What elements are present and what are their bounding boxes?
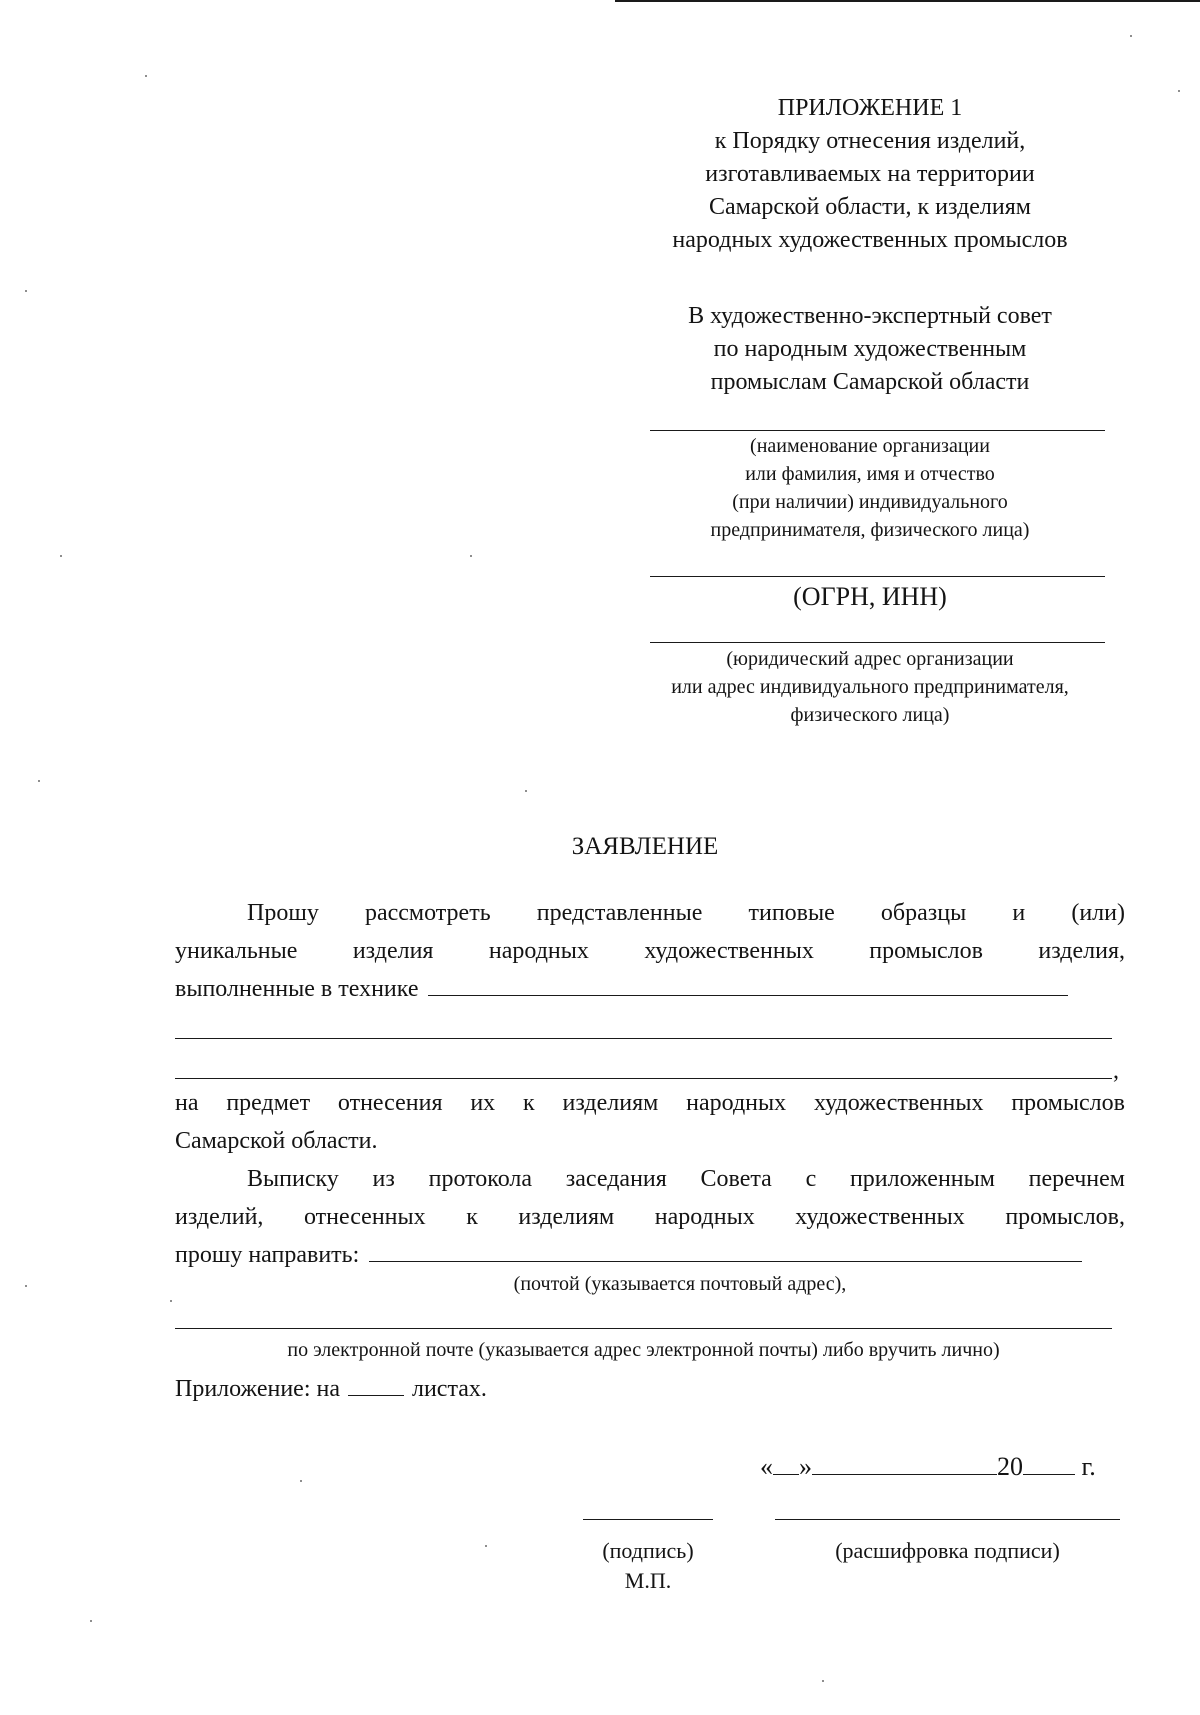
paragraph-line: Прошу рассмотреть представленные типовые образцы и (или) [247, 900, 1125, 926]
date-open-quote: « [760, 1452, 773, 1481]
applicant-name-caption [620, 432, 1120, 544]
appendix-line: Самарской области, к изделиям [709, 194, 1031, 220]
statement-title: ЗАЯВЛЕНИЕ [571, 833, 719, 860]
paragraph-line: Самарской области. [175, 1128, 378, 1154]
signature-decode-field[interactable] [775, 1519, 1120, 1520]
date-month-field[interactable] [812, 1452, 997, 1475]
addressee-block [620, 300, 1120, 399]
date-day-field[interactable] [773, 1452, 799, 1475]
email-caption: по электронной почте (указывается адрес электронной почты) либо вручить лично) [287, 1339, 1000, 1361]
scan-speck [470, 555, 472, 557]
date-close-quote: » [799, 1452, 812, 1481]
stamp-label: М.П. [624, 1568, 672, 1593]
paragraph-line [175, 970, 1125, 1008]
scan-speck [25, 1285, 27, 1287]
caption-line: (юридический адрес организации [726, 648, 1014, 670]
address-field[interactable] [650, 642, 1105, 643]
attachment-suffix: листах. [411, 1376, 487, 1402]
caption-line: физического лица) [790, 704, 950, 726]
caption-line: предпринимателя, физического лица) [710, 519, 1030, 541]
scan-speck [170, 1300, 172, 1302]
paragraph-purpose [175, 1084, 1125, 1160]
year-suffix: г. [1081, 1452, 1096, 1481]
scan-speck [38, 780, 40, 782]
appendix-block [620, 92, 1120, 257]
addressee-line: В художественно-экспертный совет [688, 303, 1052, 329]
appendix-line: народных художественных промыслов [672, 227, 1068, 253]
scan-speck [1178, 90, 1180, 92]
technique-label: выполненные в технике [175, 976, 419, 1002]
signature-caption: (подпись) [602, 1538, 694, 1563]
delivery-field[interactable] [369, 1239, 1082, 1262]
email-field[interactable] [175, 1328, 1112, 1329]
attachment-line [175, 1373, 487, 1405]
technique-field-line-3[interactable] [175, 1078, 1112, 1079]
scan-speck [822, 1680, 824, 1682]
paragraph-delivery [175, 1160, 1125, 1274]
paragraph-line [175, 1236, 1125, 1274]
paragraph-line: Выписку из протокола заседания Совета с приложенным перечнем [247, 1166, 1125, 1192]
addressee-line: промыслам Самарской области [710, 369, 1030, 395]
caption-line: или адрес индивидуального предпринимателя, [671, 676, 1069, 698]
ogrn-inn-field[interactable] [650, 576, 1105, 577]
appendix-line: изготавливаемых на территории [705, 161, 1035, 187]
paragraph-line: уникальные изделия народных художественных промыслов изделия, [175, 938, 1125, 964]
delivery-label: прошу направить: [175, 1242, 360, 1268]
scan-speck [25, 290, 27, 292]
ogrn-inn-caption: (ОГРН, ИНН) [793, 582, 947, 611]
caption-line: (наименование организации [750, 435, 990, 457]
date-row [760, 1450, 1096, 1484]
date-year-field[interactable] [1023, 1452, 1075, 1475]
year-prefix: 20 [997, 1452, 1023, 1481]
scan-speck [60, 555, 62, 557]
appendix-line: к Порядку отнесения изделий, [714, 128, 1026, 154]
caption-line: (при наличии) индивидуального [732, 491, 1008, 513]
scan-speck [1130, 35, 1132, 37]
mail-caption: (почтой (указывается почтовый адрес), [513, 1273, 847, 1295]
scan-speck [485, 1545, 487, 1547]
addressee-line: по народным художественным [713, 336, 1027, 362]
attachment-prefix: Приложение: на [175, 1376, 340, 1402]
signature-field[interactable] [583, 1519, 713, 1520]
paragraph-line: изделий, отнесенных к изделиям народных художественных промыслов, [175, 1204, 1125, 1230]
signature-decode-caption: (расшифровка подписи) [835, 1538, 1060, 1563]
scan-speck [145, 75, 147, 77]
technique-field[interactable] [428, 973, 1068, 996]
applicant-name-field[interactable] [650, 430, 1105, 431]
address-caption [620, 645, 1120, 729]
attachment-pages-field[interactable] [348, 1373, 404, 1396]
scan-edge-line [615, 0, 1200, 2]
caption-line: или фамилия, имя и отчество [745, 463, 995, 485]
technique-comma: , [1113, 1058, 1119, 1084]
paragraph-request [175, 894, 1125, 1008]
scan-speck [525, 790, 527, 792]
scan-speck [90, 1620, 92, 1622]
paragraph-line: на предмет отнесения их к изделиям народных художественных промыслов [175, 1090, 1125, 1116]
technique-field-line-2[interactable] [175, 1038, 1112, 1039]
scan-speck [300, 1480, 302, 1482]
appendix-title: ПРИЛОЖЕНИЕ 1 [777, 95, 963, 121]
